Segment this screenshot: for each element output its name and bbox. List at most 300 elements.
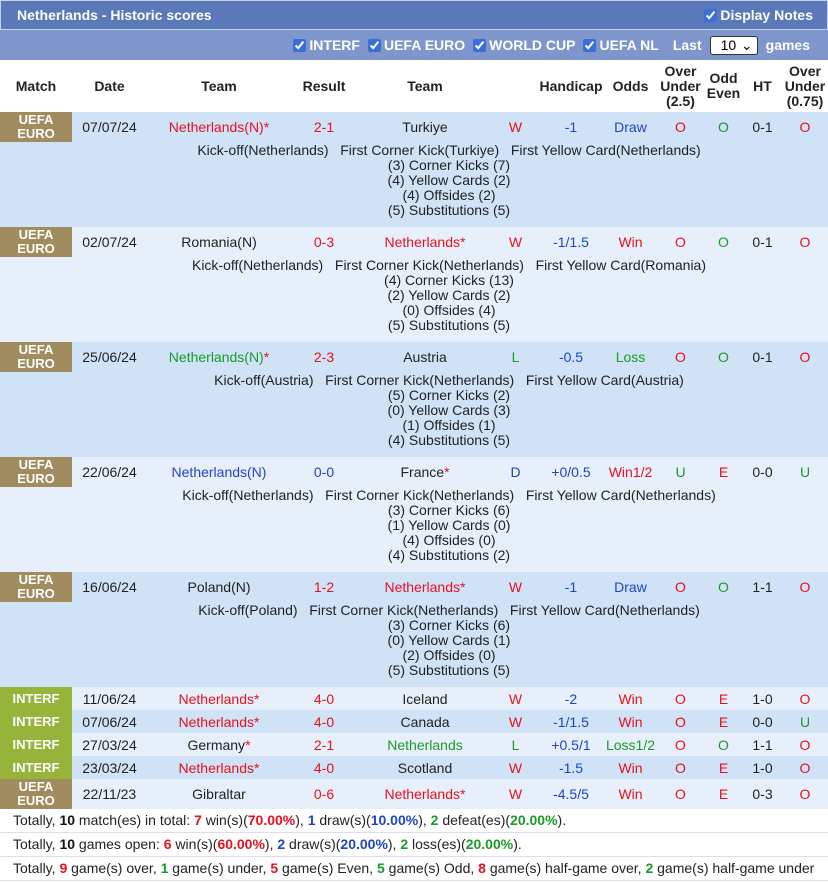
handicap-value xyxy=(538,342,604,372)
home-team-text[interactable]: Germany xyxy=(187,736,246,753)
away-team-text[interactable]: Turkiye xyxy=(402,119,448,135)
competition-name: UEFA EURO xyxy=(17,779,55,808)
over-under-0-75-text: U xyxy=(799,464,811,480)
match-row[interactable] xyxy=(0,342,828,372)
half-time-score-text: 0-0 xyxy=(752,464,773,480)
odd-even xyxy=(704,112,743,142)
match-result-text[interactable]: 4-0 xyxy=(313,759,335,776)
away-team-text[interactable]: Canada xyxy=(400,713,450,730)
odd-even xyxy=(704,342,743,372)
match-row[interactable] xyxy=(0,112,828,142)
interf-checkbox[interactable] xyxy=(293,39,306,52)
filter-bar xyxy=(0,30,828,60)
match-details-row xyxy=(0,257,828,342)
away-team-text[interactable]: Netherlands xyxy=(384,234,461,250)
over-under-2-5-text: O xyxy=(675,713,686,730)
details-stat: (5) Substitutions (5) xyxy=(387,202,511,218)
match-details xyxy=(0,602,828,687)
home-team-text[interactable]: Poland(N) xyxy=(187,579,251,595)
competition-badge[interactable] xyxy=(0,227,72,257)
match-result-text[interactable]: 4-0 xyxy=(313,713,335,730)
match-result-text[interactable]: 4-0 xyxy=(313,690,335,707)
handicap-value xyxy=(538,756,604,779)
over-under-2-5-text: O xyxy=(675,349,686,365)
away-team xyxy=(357,733,493,756)
home-team-text[interactable]: Netherlands xyxy=(178,713,255,730)
half-time-score-text: 0-1 xyxy=(752,349,773,365)
odds-result xyxy=(604,779,657,809)
over-under-2-5-text: O xyxy=(675,119,686,135)
match-details-row xyxy=(0,372,828,457)
star-icon: * xyxy=(460,579,466,595)
col-match: Match xyxy=(0,60,72,112)
handicap-value-text: -4.5/5 xyxy=(553,786,589,802)
match-date-text: 07/07/24 xyxy=(82,119,137,135)
win-loss-text: W xyxy=(508,759,523,776)
win-loss xyxy=(493,572,538,602)
match-details-row xyxy=(0,602,828,687)
away-team-text[interactable]: Iceland xyxy=(402,690,448,707)
world-cup-checkbox[interactable] xyxy=(473,39,486,52)
competition-badge[interactable] xyxy=(0,687,72,710)
handicap-value-text: -1.5 xyxy=(558,759,584,776)
totals-segment: draw(s)( xyxy=(315,812,371,828)
win-loss-text: W xyxy=(508,579,523,595)
competition-badge[interactable] xyxy=(0,779,72,809)
odds-result-text: Win xyxy=(618,786,643,802)
competition-badge[interactable] xyxy=(0,342,72,372)
totals-segment: 5 xyxy=(376,860,385,876)
half-time-score-text: 0-0 xyxy=(752,713,773,730)
over-under-0-75-text: O xyxy=(799,119,811,135)
over-under-0-75-text: O xyxy=(799,759,811,776)
competition-name: INTERF xyxy=(12,713,60,729)
home-team-text[interactable]: Romania(N) xyxy=(181,234,257,250)
odd-even-text: O xyxy=(718,579,729,595)
competition-badge[interactable] xyxy=(0,710,72,733)
totals-segment: 60.00% xyxy=(217,836,265,852)
last-label: Last xyxy=(672,37,702,53)
win-loss xyxy=(493,227,538,257)
away-team xyxy=(357,112,493,142)
over-under-2-5 xyxy=(657,687,704,710)
details-firsts: Kick-off(Netherlands) First Corner Kick(Netherlands) First Yellow Card(Netherlands) xyxy=(182,487,716,503)
half-time-score xyxy=(743,687,782,710)
col-result: Result xyxy=(291,60,357,112)
totals-segment: ), xyxy=(295,812,308,828)
half-time-score xyxy=(743,227,782,257)
star-icon: * xyxy=(444,464,450,480)
details-stat: (2) Offsides (0) xyxy=(402,647,496,663)
match-date xyxy=(72,756,147,779)
odd-even xyxy=(704,572,743,602)
details-stat: (1) Offsides (1) xyxy=(402,417,496,433)
star-icon: * xyxy=(460,234,466,250)
odds-result xyxy=(604,710,657,733)
match-row[interactable] xyxy=(0,572,828,602)
details-stat: (0) Offsides (4) xyxy=(402,302,496,318)
match-row[interactable] xyxy=(0,710,828,733)
odd-even-text: O xyxy=(718,349,729,365)
match-row[interactable] xyxy=(0,457,828,487)
details-stat: (4) Corner Kicks (13) xyxy=(384,272,514,288)
match-result-text[interactable]: 0-6 xyxy=(313,786,335,802)
over-under-0-75-text: O xyxy=(799,736,811,753)
col-date: Date xyxy=(72,60,147,112)
match-row[interactable] xyxy=(0,687,828,710)
filter-interf[interactable] xyxy=(293,37,360,53)
match-result xyxy=(291,687,357,710)
details-firsts: Kick-off(Netherlands) First Corner Kick(Netherlands) First Yellow Card(Romania) xyxy=(191,257,706,273)
half-time-score xyxy=(743,112,782,142)
home-team-text[interactable]: Netherlands(N) xyxy=(171,464,267,480)
competition-badge[interactable] xyxy=(0,112,72,142)
filter-uefa-nl[interactable] xyxy=(583,37,658,53)
odds-result-text: Loss xyxy=(615,349,646,365)
star-icon: * xyxy=(263,349,270,365)
filter-uefa-euro-label: UEFA EURO xyxy=(383,37,466,53)
handicap-value-text: -1/1.5 xyxy=(553,713,589,730)
handicap-value xyxy=(538,457,604,487)
win-loss-text: W xyxy=(508,690,523,707)
handicap-value-text: +0/0.5 xyxy=(551,464,591,480)
odd-even xyxy=(704,227,743,257)
over-under-2-5-text: U xyxy=(675,464,686,480)
odds-result-text: Win1/2 xyxy=(608,464,653,480)
totals-segment: game(s) under, xyxy=(168,860,271,876)
totals-games-open xyxy=(0,833,828,857)
match-date xyxy=(72,112,147,142)
home-team-text[interactable]: Gibraltar xyxy=(192,786,246,802)
odd-even-text: E xyxy=(718,759,729,776)
away-team-text[interactable]: Netherlands xyxy=(384,579,461,595)
totals-segment: 8 xyxy=(478,860,486,876)
home-team-text[interactable]: Netherlands(N) xyxy=(168,119,264,135)
half-time-score xyxy=(743,572,782,602)
competition-name: UEFA EURO xyxy=(17,572,55,601)
over-under-2-5 xyxy=(657,342,704,372)
odd-even xyxy=(704,710,743,733)
away-team-text[interactable]: Netherlands xyxy=(384,786,461,802)
handicap-value xyxy=(538,710,604,733)
details-stat: (5) Corner Kicks (2) xyxy=(387,387,511,403)
match-date xyxy=(72,733,147,756)
match-result xyxy=(291,112,357,142)
star-icon: * xyxy=(460,786,466,802)
filter-uefa-euro[interactable] xyxy=(368,37,465,53)
odd-even-text: O xyxy=(718,119,729,135)
odd-even xyxy=(704,733,743,756)
match-result-text[interactable]: 2-3 xyxy=(313,349,335,365)
match-result xyxy=(291,756,357,779)
away-team xyxy=(357,710,493,733)
details-stat: (2) Yellow Cards (2) xyxy=(387,287,511,303)
last-games-select[interactable] xyxy=(710,36,758,55)
scores-table xyxy=(0,60,828,809)
win-loss-text: W xyxy=(508,786,523,802)
display-notes-checkbox[interactable] xyxy=(704,9,717,22)
win-loss-text: D xyxy=(510,464,521,480)
table-header xyxy=(0,60,828,112)
details-stat: (0) Yellow Cards (1) xyxy=(387,632,511,648)
totals-segment: game(s) over, xyxy=(67,860,161,876)
over-under-2-5 xyxy=(657,733,704,756)
odds-result-text: Loss1/2 xyxy=(605,736,656,753)
match-date-text: 27/03/24 xyxy=(82,736,137,753)
over-under-2-5-text: O xyxy=(675,786,686,802)
handicap-value xyxy=(538,733,604,756)
away-team xyxy=(357,457,493,487)
match-result-text[interactable]: 2-1 xyxy=(313,119,335,135)
totals-segment: 1 xyxy=(307,812,316,828)
totals-segment: Totally, xyxy=(13,812,60,828)
totals-segment: 10 xyxy=(59,812,76,828)
star-icon: * xyxy=(254,690,260,707)
handicap-value xyxy=(538,227,604,257)
home-team-text[interactable]: Netherlands xyxy=(178,759,255,776)
details-stat: (3) Corner Kicks (7) xyxy=(387,157,511,173)
away-team xyxy=(357,572,493,602)
totals-segment: ), xyxy=(264,836,278,852)
match-result xyxy=(291,342,357,372)
odds-result xyxy=(604,112,657,142)
half-time-score-text: 1-1 xyxy=(752,579,773,595)
odds-result-text: Win xyxy=(618,234,643,250)
totals-segment: 9 xyxy=(59,860,68,876)
totals-segment: draw(s)( xyxy=(285,836,341,852)
match-date xyxy=(72,227,147,257)
col-over-under-2-5: Over Under (2.5) xyxy=(657,60,704,112)
match-date xyxy=(72,779,147,809)
half-time-score-text: 1-0 xyxy=(752,690,773,707)
handicap-value-text: -2 xyxy=(564,690,578,707)
half-time-score xyxy=(743,710,782,733)
odds-result xyxy=(604,733,657,756)
match-date-text: 07/06/24 xyxy=(82,713,137,730)
home-team-text[interactable]: Netherlands(N) xyxy=(168,349,264,365)
totals-segment: 2 xyxy=(430,812,439,828)
competition-badge[interactable] xyxy=(0,733,72,756)
totals-segment: defeat(es)( xyxy=(438,812,511,828)
totals-segment: 6 xyxy=(163,836,172,852)
win-loss-text: W xyxy=(508,234,523,250)
match-result-text[interactable]: 0-0 xyxy=(313,464,335,480)
uefa-nl-checkbox[interactable] xyxy=(583,39,596,52)
details-firsts: Kick-off(Poland) First Corner Kick(Netherlands) First Yellow Card(Netherlands) xyxy=(198,602,700,618)
over-under-2-5-text: O xyxy=(675,736,686,753)
home-team xyxy=(147,687,291,710)
over-under-0-75 xyxy=(782,227,828,257)
over-under-2-5-text: O xyxy=(675,759,686,776)
odds-result xyxy=(604,227,657,257)
match-date xyxy=(72,457,147,487)
match-result xyxy=(291,779,357,809)
details-stat: (5) Substitutions (5) xyxy=(387,317,511,333)
details-firsts: Kick-off(Austria) First Corner Kick(Netherlands) First Yellow Card(Austria) xyxy=(214,372,684,388)
totals-segment: 7 xyxy=(194,812,202,828)
away-team-text[interactable]: Scotland xyxy=(397,759,453,776)
match-date-text: 25/06/24 xyxy=(82,349,137,365)
match-row[interactable] xyxy=(0,779,828,809)
over-under-0-75 xyxy=(782,687,828,710)
handicap-value-text: -1/1.5 xyxy=(553,234,589,250)
over-under-2-5 xyxy=(657,112,704,142)
odds-result xyxy=(604,342,657,372)
totals-segment: 1 xyxy=(160,860,169,876)
half-time-score-text: 0-1 xyxy=(752,234,773,250)
odds-result-text: Win xyxy=(618,713,643,730)
totals-segment: 20.00% xyxy=(510,812,558,828)
half-time-score-text: 1-0 xyxy=(752,759,773,776)
match-result-text[interactable]: 2-1 xyxy=(313,736,335,753)
details-firsts: Kick-off(Netherlands) First Corner Kick(Turkiye) First Yellow Card(Netherlands) xyxy=(197,142,701,158)
half-time-score xyxy=(743,733,782,756)
totals-segment: 2 xyxy=(645,860,654,876)
match-row[interactable] xyxy=(0,733,828,756)
match-details xyxy=(0,372,828,457)
totals-results xyxy=(0,809,828,833)
competition-name: UEFA EURO xyxy=(17,457,55,486)
details-stat: (4) Substitutions (5) xyxy=(387,432,511,448)
away-team-text[interactable]: Austria xyxy=(403,349,447,365)
match-row[interactable] xyxy=(0,756,828,779)
home-team xyxy=(147,733,291,756)
col-odds: Odds xyxy=(604,60,657,112)
details-stat: (4) Substitutions (2) xyxy=(387,547,511,563)
match-date xyxy=(72,572,147,602)
away-team-text[interactable]: France xyxy=(400,464,445,480)
odd-even-text: E xyxy=(718,690,729,707)
odds-result-text: Draw xyxy=(614,119,647,135)
filter-uefa-nl-label: UEFA NL xyxy=(599,37,659,53)
col-team-away: Team xyxy=(357,60,493,112)
totals-segment: win(s)( xyxy=(171,836,218,852)
handicap-value-text: -1 xyxy=(564,579,578,595)
win-loss xyxy=(493,756,538,779)
chevron-down-icon: ⌄ xyxy=(740,36,753,53)
totals-segment: win(s)( xyxy=(201,812,248,828)
over-under-2-5-text: O xyxy=(675,690,686,707)
details-stat: (1) Yellow Cards (0) xyxy=(387,517,511,533)
match-date xyxy=(72,342,147,372)
match-result-text[interactable]: 1-2 xyxy=(313,579,335,595)
odds-result xyxy=(604,457,657,487)
odds-result-text: Draw xyxy=(614,579,647,595)
odds-result xyxy=(604,572,657,602)
win-loss xyxy=(493,457,538,487)
match-date-text: 22/06/24 xyxy=(82,464,137,480)
win-loss xyxy=(493,342,538,372)
uefa-euro-checkbox[interactable] xyxy=(368,39,381,52)
over-under-2-5-text: O xyxy=(675,579,686,595)
over-under-0-75 xyxy=(782,756,828,779)
match-details xyxy=(0,142,828,227)
match-result xyxy=(291,710,357,733)
totals-segment: game(s) Odd, xyxy=(384,860,479,876)
home-team xyxy=(147,756,291,779)
filter-interf-label: INTERF xyxy=(309,37,360,53)
win-loss xyxy=(493,779,538,809)
win-loss xyxy=(493,687,538,710)
handicap-value xyxy=(538,687,604,710)
home-team-text[interactable]: Netherlands xyxy=(178,690,255,707)
over-under-2-5 xyxy=(657,227,704,257)
totals-segment: 20.00% xyxy=(340,836,388,852)
odd-even xyxy=(704,687,743,710)
match-date-text: 22/11/23 xyxy=(82,786,137,802)
match-result-text[interactable]: 0-3 xyxy=(313,234,335,250)
home-team xyxy=(147,227,291,257)
competition-name: UEFA EURO xyxy=(17,342,55,371)
totals-segment: 10 xyxy=(59,836,76,852)
totals-segment: game(s) Even, xyxy=(278,860,377,876)
handicap-value xyxy=(538,572,604,602)
star-icon: * xyxy=(254,759,260,776)
over-under-0-75 xyxy=(782,572,828,602)
totals-segment: games open: xyxy=(75,836,164,852)
away-team xyxy=(357,342,493,372)
details-stat: (0) Yellow Cards (3) xyxy=(387,402,511,418)
totals-segment: ). xyxy=(557,812,567,828)
over-under-0-75 xyxy=(782,779,828,809)
over-under-2-5 xyxy=(657,710,704,733)
details-stat: (4) Yellow Cards (2) xyxy=(387,172,511,188)
totals-section xyxy=(0,809,828,881)
half-time-score-text: 0-3 xyxy=(752,786,773,802)
over-under-0-75 xyxy=(782,342,828,372)
competition-badge[interactable] xyxy=(0,572,72,602)
win-loss-text: W xyxy=(508,119,523,135)
totals-segment: game(s) half-game over, xyxy=(485,860,646,876)
home-team xyxy=(147,342,291,372)
competition-badge[interactable] xyxy=(0,756,72,779)
odd-even xyxy=(704,779,743,809)
totals-segment: ). xyxy=(513,836,522,852)
match-row[interactable] xyxy=(0,227,828,257)
filter-world-cup[interactable] xyxy=(473,37,575,53)
match-result xyxy=(291,572,357,602)
over-under-0-75-text: O xyxy=(799,786,811,802)
display-notes-toggle[interactable] xyxy=(704,7,813,23)
match-date xyxy=(72,687,147,710)
match-date-text: 16/06/24 xyxy=(82,579,137,595)
totals-segment: 10.00% xyxy=(370,812,419,828)
win-loss-text: W xyxy=(508,713,523,730)
filter-world-cup-label: WORLD CUP xyxy=(489,37,576,53)
half-time-score xyxy=(743,342,782,372)
win-loss xyxy=(493,112,538,142)
star-icon: * xyxy=(245,736,251,753)
star-icon: * xyxy=(263,119,270,135)
home-team xyxy=(147,457,291,487)
totals-segment: 2 xyxy=(400,836,409,852)
away-team-text[interactable]: Netherlands xyxy=(387,736,463,753)
match-date-text: 23/03/24 xyxy=(82,759,137,776)
competition-badge[interactable] xyxy=(0,457,72,487)
col-odd-even: Odd Even xyxy=(704,60,743,112)
over-under-0-75-text: U xyxy=(799,713,811,730)
win-loss xyxy=(493,710,538,733)
over-under-0-75-text: O xyxy=(799,234,811,250)
away-team xyxy=(357,779,493,809)
col-team-home: Team xyxy=(147,60,291,112)
totals-segment: match(es) in total: xyxy=(75,812,195,828)
match-date-text: 02/07/24 xyxy=(82,234,137,250)
totals-segment: 20.00% xyxy=(465,836,514,852)
competition-name: INTERF xyxy=(12,759,60,775)
home-team xyxy=(147,572,291,602)
competition-name: UEFA EURO xyxy=(17,112,55,141)
